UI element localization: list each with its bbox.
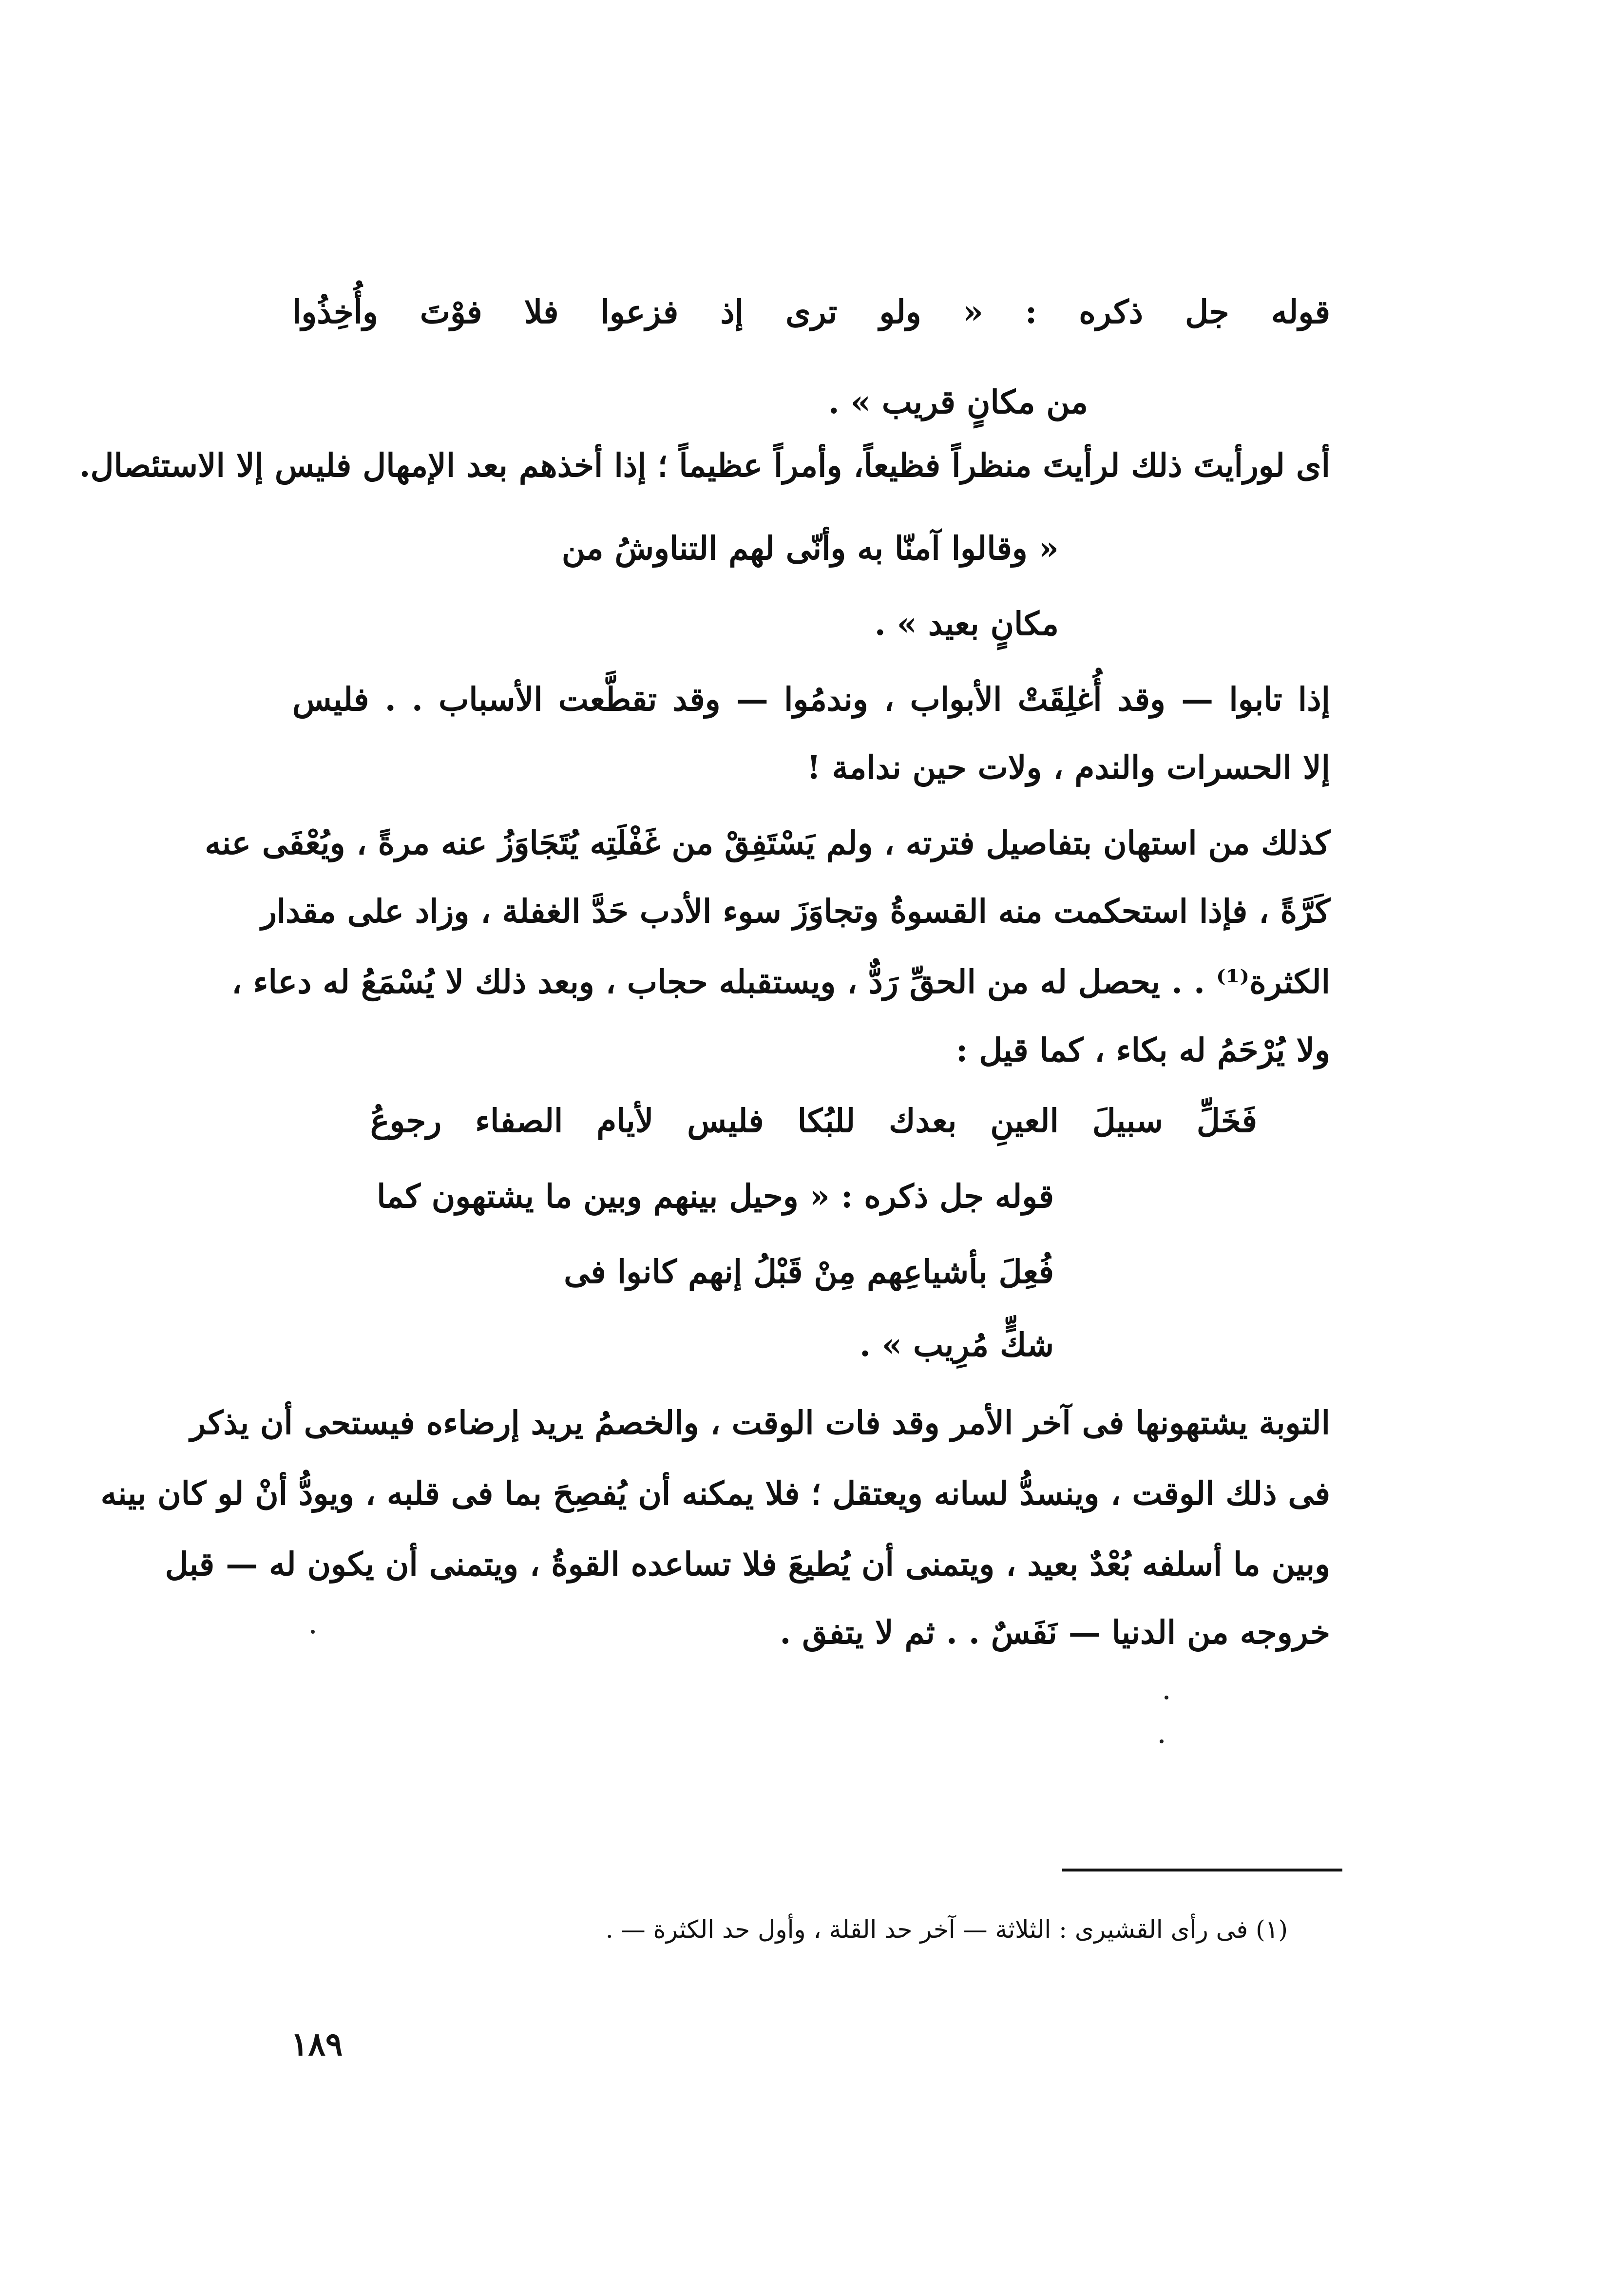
footnote: (١) فى رأى القشيرى : الثلاثة — آخر حد القلة ، وأول حد الكثرة — . — [605, 1915, 1288, 1944]
paragraph-line: خروجه من الدنيا — نَفَسٌ . . ثم لا يتفق . — [780, 1613, 1330, 1651]
verse-heading-line: قوله جل ذكره : « وحيل بينهم وبين ما يشتهون كما — [377, 1177, 1054, 1215]
poetry-verse-line: فَخَلِّ سبيلَ العينِ بعدك للبُكا فليس لأيام الصفاء رجوعُ — [370, 1102, 1257, 1140]
verse-heading-line: « وقالوا آمنّا به وأنّى لهم التناوشُ من — [561, 529, 1059, 567]
paragraph-line: إلا الحسرات والندم ، ولات حين ندامة ! — [806, 748, 1330, 786]
verse-heading-line: شكٍّ مُرِيب » . — [859, 1326, 1054, 1364]
paragraph-line: كَرَّةً ، فإذا استحكمت منه القسوةُ وتجاوَزَ سوء الأدب حَدَّ الغفلة ، وزاد على مقدار — [261, 892, 1330, 930]
paragraph-line: فى ذلك الوقت ، وينسدُّ لسانه ويعتقل ؛ فلا يمكنه أن يُفصِحَ بما فى قلبه ، ويودُّ أنْ لو كان بينه — [100, 1474, 1330, 1512]
footnote-separator — [1062, 1869, 1342, 1871]
paragraph-line: وبين ما أسلفه بُعْدٌ بعيد ، ويتمنى أن يُطيعَ فلا تساعده القوةُ ، ويتمنى أن يكون له — قبل — [165, 1545, 1330, 1583]
paragraph-line: التوبة يشتهونها فى آخر الأمر وقد فات الوقت ، والخصمُ يريد إرضاءه فيستحى أن يذكر — [190, 1404, 1330, 1442]
paragraph-line: الكثرة⁽¹⁾ . . يحصل له من الحقِّ رَدٌّ ، ويستقبله حجاب ، وبعد ذلك لا يُسْمَعُ له دعاء ، — [231, 963, 1330, 1001]
paragraph-line: إذا تابوا — وقد أُغلِقَتْ الأبواب ، وندمُوا — وقد تقطَّعت الأسباب . . فليس — [292, 680, 1330, 718]
verse-heading-line: فُعِلَ بأشياعِهم مِنْ قَبْلُ إنهم كانوا فى — [564, 1253, 1054, 1291]
verse-heading-line: قوله جل ذكره : « ولو ترى إذ فزعوا فلا فوْتَ وأُخِذُوا — [292, 293, 1330, 331]
verse-heading-line: من مكانٍ قريب » . — [828, 383, 1088, 421]
paragraph-line: أى لورأيتَ ذلك لرأيتَ منظراً فظيعاً، وأمراً عظيماً ؛ إذا أخذهم بعد الإمهال فليس إلا الاستئصال. — [79, 446, 1330, 484]
stray-mark — [1160, 1739, 1164, 1743]
paragraph-line: كذلك من استهان بتفاصيل فترته ، ولم يَسْتَفِقْ من غَفْلَتِه يُتَجَاوَزُ عنه مرةً ، ويُعْفَى عنه — [205, 824, 1330, 862]
page-number: ١٨٩ — [291, 2025, 343, 2063]
stray-mark — [311, 1630, 315, 1634]
paragraph-line: ولا يُرْحَمُ له بكاء ، كما قيل : — [955, 1031, 1330, 1069]
verse-heading-line: مكانٍ بعيد » . — [874, 605, 1059, 643]
stray-mark — [1165, 1696, 1168, 1699]
